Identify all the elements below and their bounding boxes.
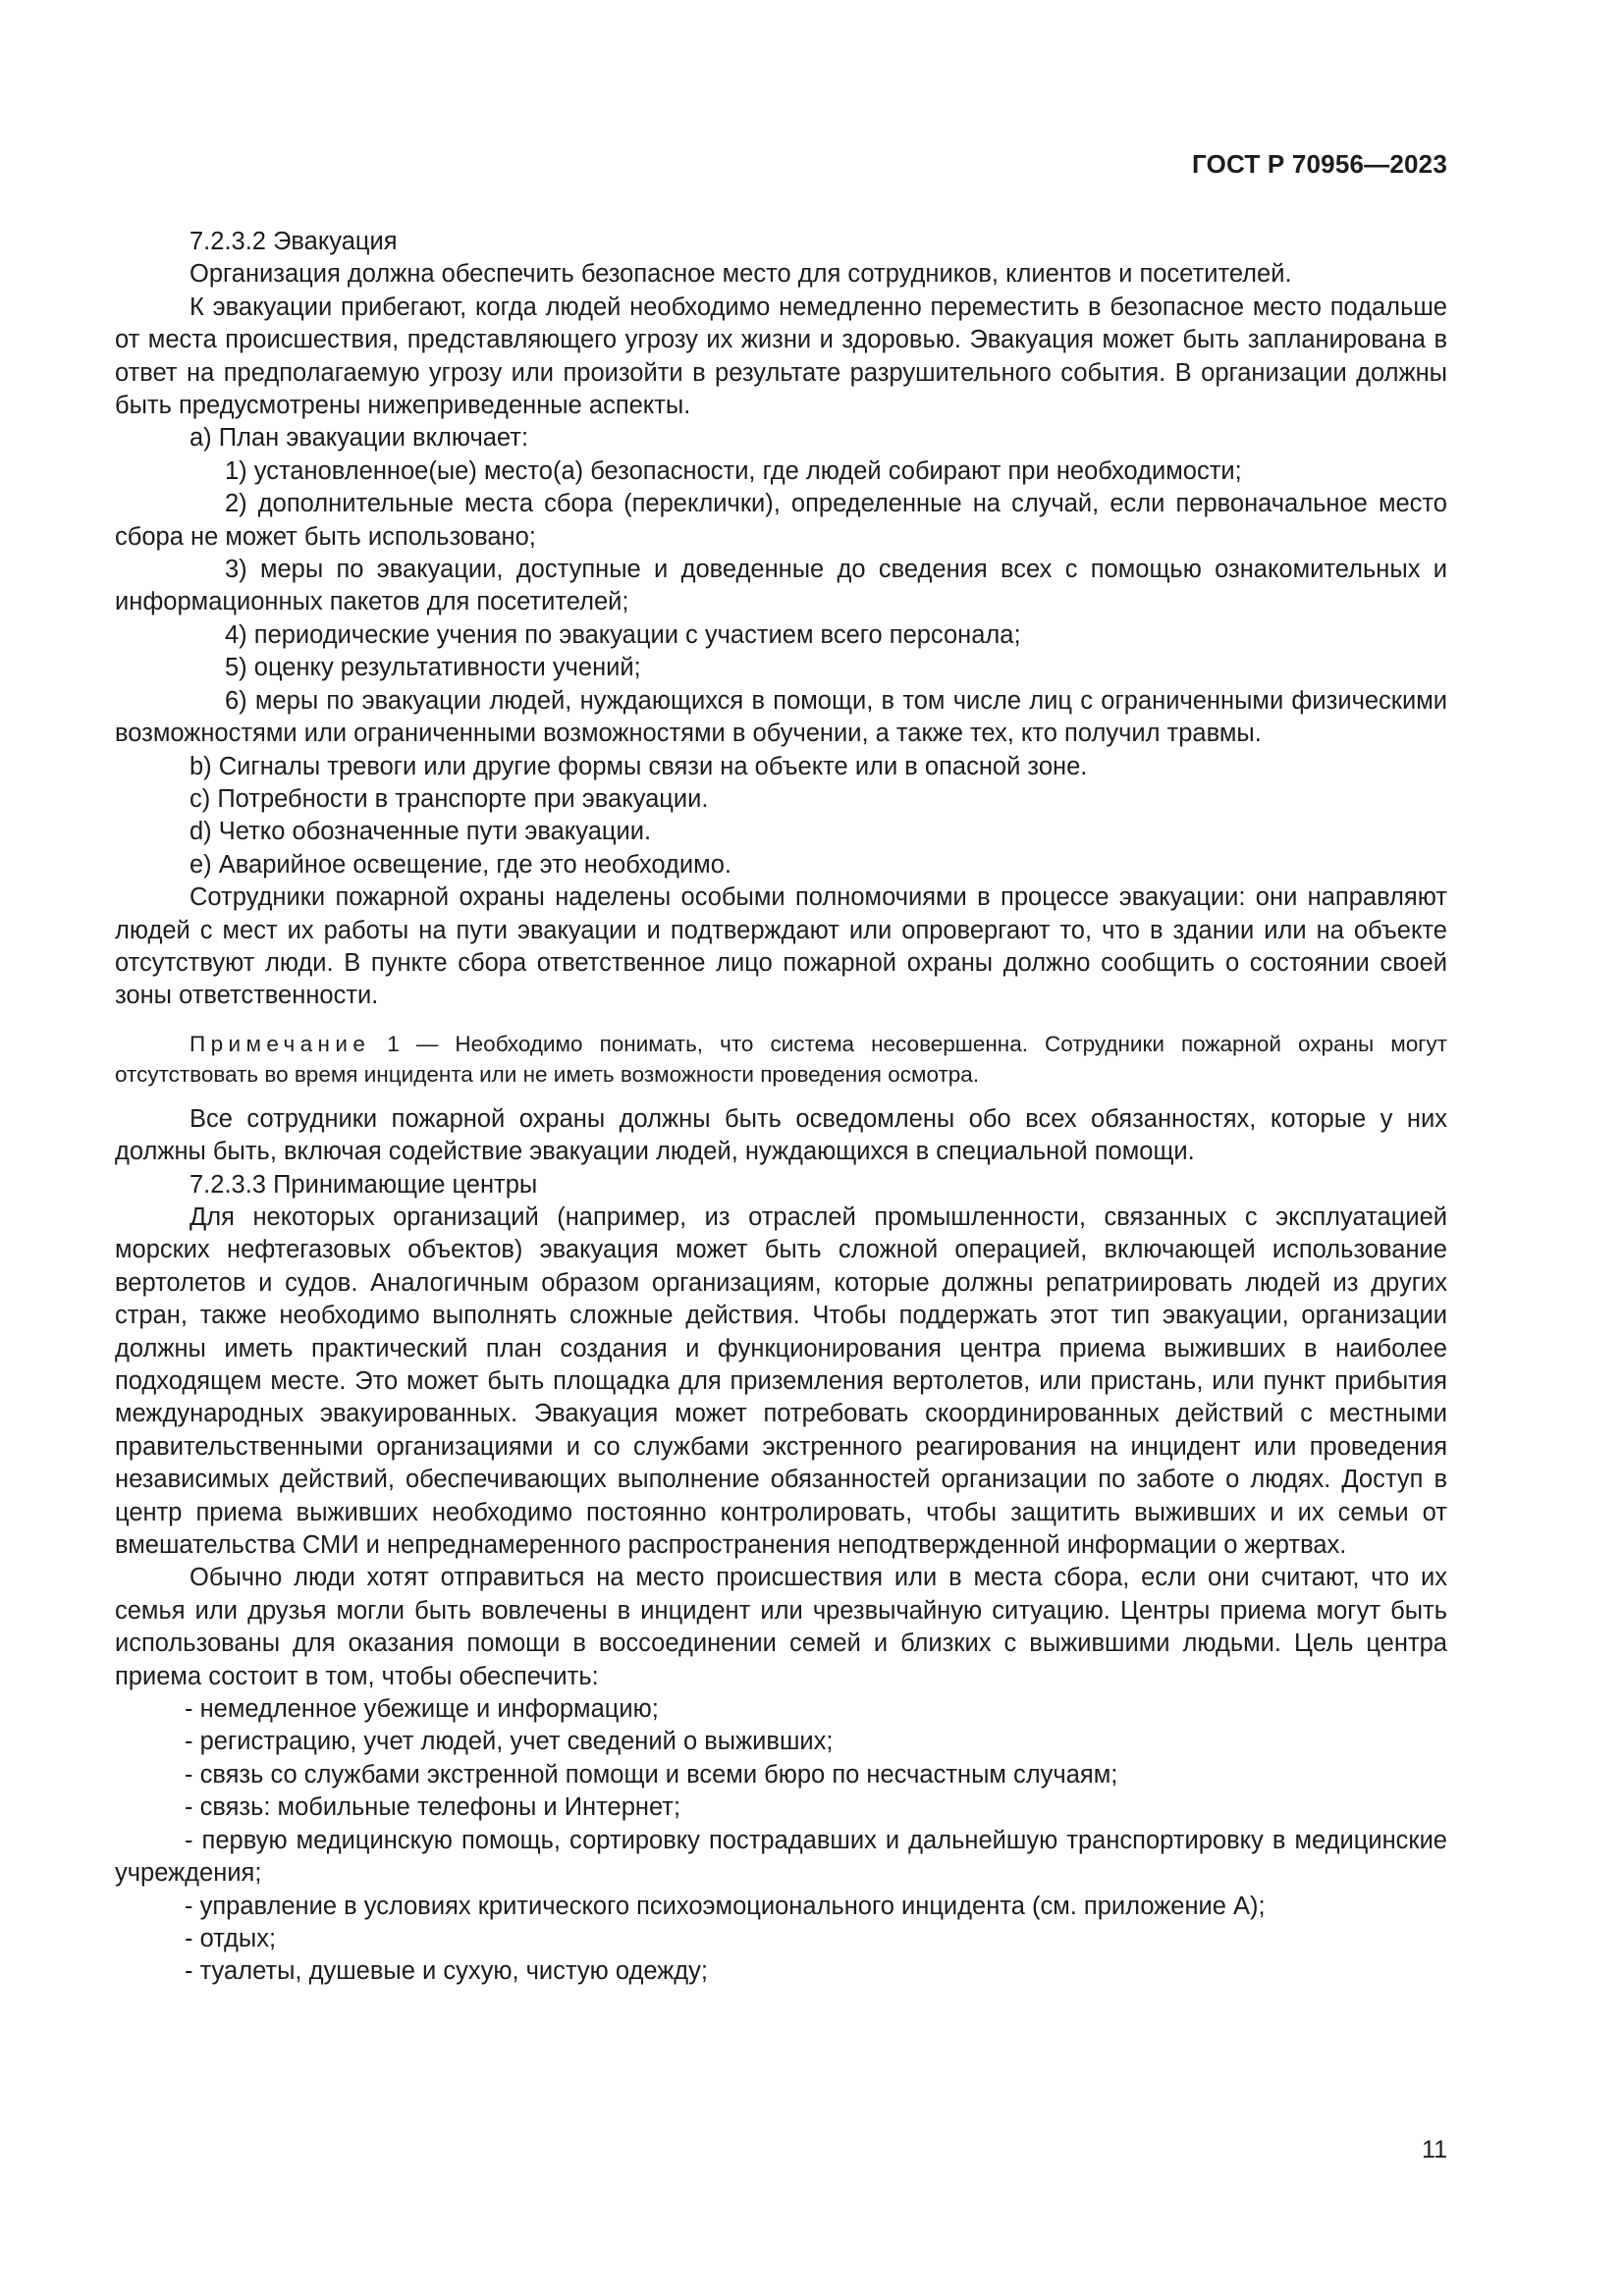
list-item: 1) установленное(ые) место(а) безопасности, где людей собирают при необходимости; [225, 456, 1242, 485]
section-heading-7-2-3-2: 7.2.3.2 Эвакуация [189, 228, 398, 255]
paragraph: Для некоторых организаций (например, из отраслей промышленности, связанных с эксплуатацией морских нефтегазовых объектов) эвакуация может быть сложной операцией, включающей использование вертолетов и судов. Аналогичным образом организациям, которые должны репатриировать людей из других стран, также необходимо выполнять сложные действия. Чтобы поддержать этот тип эвакуации, организации должны иметь практический план создания и функционирования центра приема выживших в наиболее подходящем месте. Это может быть площадка для приземления вертолетов, или пристань, или пункт прибытия международных эвакуированных. Эвакуация может потребовать скоординированных действий с местными правительственными организациями и со службами экстренного реагирования на инцидент или проведения независимых действий, обеспечивающих выполнение обязанностей организации по заботе о людях. Доступ в центр приема выживших необходимо постоянно контролировать, чтобы защитить выживших и их семьи от вмешательства СМИ и непреднамеренного распространения неподтвержденной информации о жертвах. [115, 1202, 1447, 1560]
paragraph: Обычно люди хотят отправиться на место происшествия или в места сбора, если они считают, что их семья или друзья могли быть вовлечены в инцидент или чрезвычайную ситуацию. Центры приема могут быть использованы для оказания помощи в воссоединении семей и близких с выжившими людьми. Цель центра приема состоит в том, чтобы обеспечить: [115, 1564, 1447, 1690]
list-item: 5) оценку результативности учений; [225, 654, 641, 682]
note-label: Примечание [189, 1031, 371, 1056]
note [115, 1029, 1447, 1090]
note-text: 1 — Необходимо понимать, что система несовершенна. Сотрудники пожарной охраны могут отсутствовать во время инцидента или не иметь возможности проведения осмотра. [115, 1031, 1447, 1087]
list-item: 4) периодические учения по эвакуации с участием всего персонала; [225, 620, 1021, 649]
list-item: - первую медицинскую помощь, сортировку пострадавших и дальнейшую транспортировку в медицинские учреждения; [115, 1826, 1447, 1888]
paragraph: Сотрудники пожарной охраны наделены особыми полномочиями в процессе эвакуации: они направляют людей с мест их работы на пути эвакуации и подтверждают или опровергают то, что в здании или на объекте отсутствуют люди. В пункте сбора ответственное лицо пожарной охраны должно сообщить о состоянии своей зоны ответственности. [115, 883, 1447, 1010]
paragraph: К эвакуации прибегают, когда людей необходимо немедленно переместить в безопасное место подальше от места происшествия, представляющего угрозу их жизни и здоровью. Эвакуация может быть запланирована в ответ на предполагаемую угрозу или произойти в результате разрушительного события. В организации должны быть предусмотрены нижеприведенные аспекты. [115, 293, 1447, 420]
list-item: - связь: мобильные телефоны и Интернет; [185, 1793, 681, 1822]
list-item: - связь со службами экстренной помощи и всеми бюро по несчастным случаям; [185, 1760, 1118, 1789]
list-item: d) Четко обозначенные пути эвакуации. [189, 818, 652, 846]
list-item: - отдых; [185, 1924, 277, 1952]
list-item: e) Аварийное освещение, где это необходимо. [189, 850, 731, 879]
list-item: - туалеты, душевые и сухую, чистую одежду; [185, 1957, 708, 1986]
list-item: b) Сигналы тревоги или другие формы связи на объекте или в опасной зоне. [189, 752, 1088, 780]
list-item: - управление в условиях критического психоэмоционального инцидента (см. приложение А); [185, 1892, 1266, 1920]
list-item: - немедленное убежище и информацию; [185, 1695, 659, 1724]
page-number: 11 [1422, 2136, 1447, 2163]
section-heading-7-2-3-3: 7.2.3.3 Принимающие центры [189, 1170, 538, 1199]
document-header: ГОСТ Р 70956—2023 [1192, 149, 1447, 179]
paragraph: Все сотрудники пожарной охраны должны быть осведомлены обо всех обязанностях, которые у них должны быть, включая содействие эвакуации людей, нуждающихся в специальной помощи. [115, 1104, 1447, 1166]
list-item: - регистрацию, учет людей, учет сведений о выживших; [185, 1728, 834, 1756]
list-item: 2) дополнительные места сбора (переклички), определенные на случай, если первоначальное место сбора не может быть использовано; [115, 490, 1447, 551]
list-item: 3) меры по эвакуации, доступные и доведенные до сведения всех с помощью ознакомительных и информационных пакетов для посетителей; [115, 556, 1447, 616]
page-body [115, 226, 1447, 1989]
list-item: a) План эвакуации включает: [189, 424, 529, 453]
list-item: 6) меры по эвакуации людей, нуждающихся в помощи, в том числе лиц с ограниченными физическими возможностями или ограниченными возможностями в обучении, а также тех, кто получил травмы. [115, 686, 1447, 748]
paragraph: Организация должна обеспечить безопасное место для сотрудников, клиентов и посетителей. [189, 260, 1292, 289]
list-item: c) Потребности в транспорте при эвакуации. [189, 784, 709, 813]
